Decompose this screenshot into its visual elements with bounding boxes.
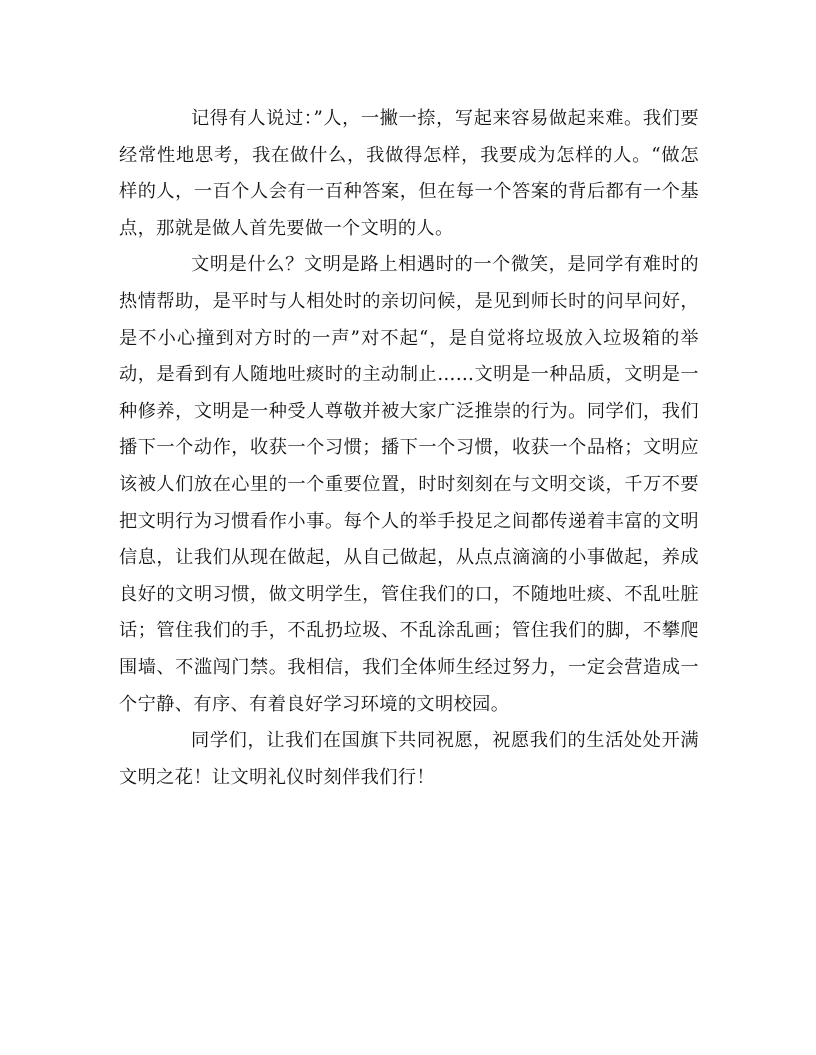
paragraph-1: 记得有人说过：”人，一撇一捺，写起来容易做起来难。我们要经常性地思考，我在做什么，我做得怎样，我要成为怎样的人。“做怎样的人，一百个人会有一百种答案，但在每一个答案的背后都有一个基点，那就是做人首先要做一个文明的人。 bbox=[119, 108, 699, 239]
paragraph-3: 同学们，让我们在国旗下共同祝愿，祝愿我们的生活处处开满文明之花！让文明礼仪时刻伴我们行！ bbox=[119, 730, 699, 788]
document-body bbox=[119, 101, 699, 796]
paragraph-2: 文明是什么？文明是路上相遇时的一个微笑，是同学有难时的热情帮助，是平时与人相处时的亲切问候，是见到师长时的问早问好，是不小心撞到对方时的一声”对不起“，是自觉将垃圾放入垃圾箱的举动，是看到有人随地吐痰时的主动制止……文明是一种品质，文明是一种修养，文明是一种受人尊敬并被大家广泛推崇的行为。同学们，我们播下一个动作，收获一个习惯；播下一个习惯，收获一个品格；文明应该被人们放在心里的一个重要位置，时时刻刻在与文明交谈，千万不要把文明行为习惯看作小事。每个人的举手投足之间都传递着丰富的文明信息，让我们从现在做起，从自己做起，从点点滴滴的小事做起，养成良好的文明习惯，做文明学生，管住我们的口，不随地吐痰、不乱吐脏话；管住我们的手，不乱扔垃圾、不乱涂乱画；管住我们的脚，不攀爬围墙、不滥闯门禁。我相信，我们全体师生经过努力，一定会营造成一个宁静、有序、有着良好学习环境的文明校园。 bbox=[119, 254, 699, 715]
